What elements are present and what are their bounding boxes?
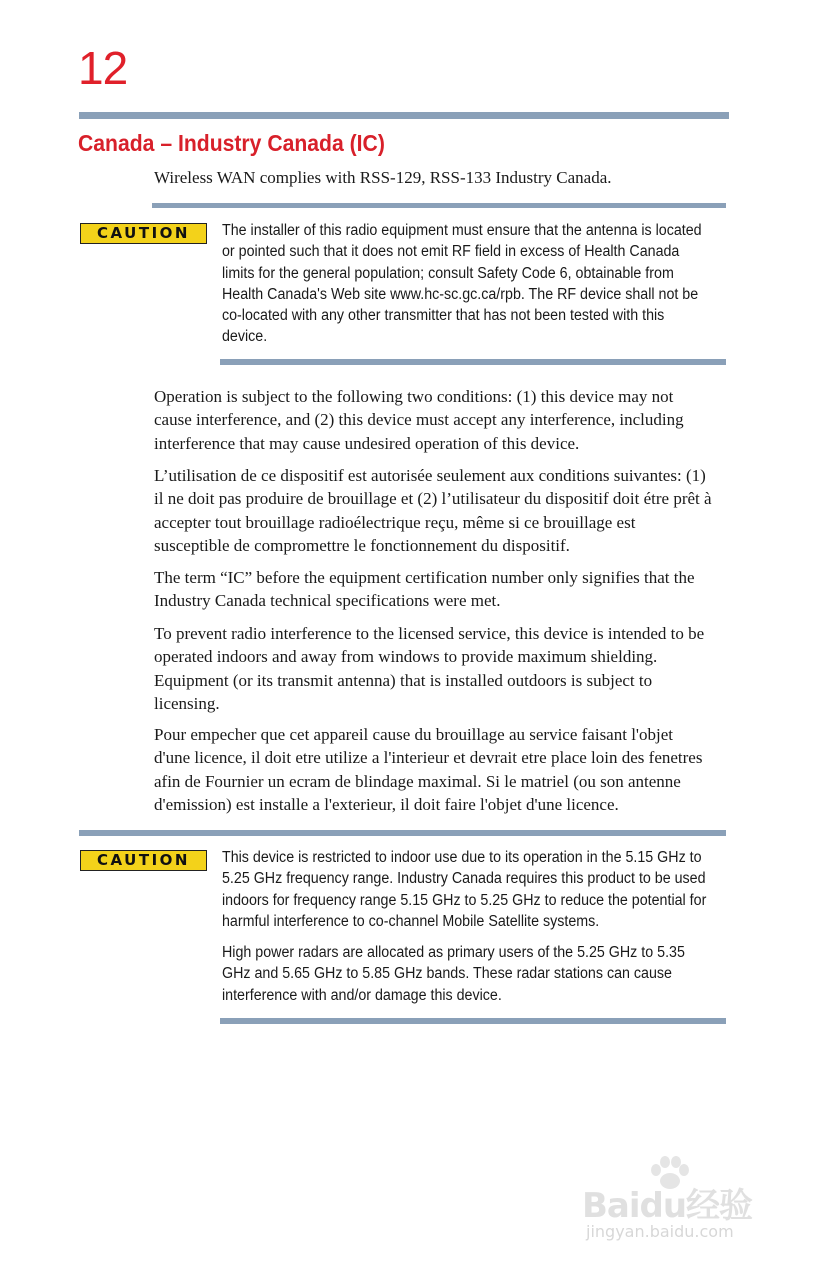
caution-divider-top bbox=[79, 830, 726, 836]
body-line: il ne doit pas produire de brouillage et (2) l’utilisateur du dispositif doit étre prêt à bbox=[154, 489, 712, 509]
body-line: licensing. bbox=[154, 693, 220, 713]
watermark-url: jingyan.baidu.com bbox=[586, 1222, 734, 1241]
baidu-watermark bbox=[582, 1156, 782, 1252]
body-line: afin de Fournier un ecram de blindage maximal. Si le matriel (ou son antenne bbox=[154, 771, 681, 791]
caution-2-line: This device is restricted to indoor use due to its operation in the 5.15 GHz to bbox=[222, 849, 702, 866]
caution-divider-bottom bbox=[220, 1018, 726, 1024]
body-paragraph bbox=[154, 622, 729, 715]
caution-1-line: device. bbox=[222, 328, 268, 346]
caution-2-line: GHz and 5.65 GHz to 5.85 GHz bands. These radar stations can cause bbox=[222, 965, 672, 983]
page-number: 12 bbox=[78, 42, 128, 94]
body-line: interference that may cause undesired operation of this device. bbox=[154, 433, 580, 453]
body-paragraph bbox=[154, 464, 729, 557]
body-line: Operation is subject to the following two conditions: (1) this device may not bbox=[154, 387, 674, 406]
caution-1-line: or pointed such that it does not emit RF field in excess of Health Canada bbox=[222, 243, 680, 261]
body-line: accepter tout brouillage radioélectrique reçu, même si ce brouillage est bbox=[154, 512, 636, 532]
body-line: The term “IC” before the equipment certification number only signifies that the bbox=[154, 568, 695, 587]
body-paragraph bbox=[154, 566, 729, 613]
caution-1-line: The installer of this radio equipment must ensure that the antenna is located bbox=[222, 222, 702, 239]
section-intro: Wireless WAN complies with RSS-129, RSS-133 Industry Canada. bbox=[154, 168, 612, 187]
caution-2-line: High power radars are allocated as primary users of the 5.25 GHz to 5.35 bbox=[222, 944, 685, 961]
caution-1-line: limits for the general population; consult Safety Code 6, obtainable from bbox=[222, 264, 674, 282]
body-line: Equipment (or its transmit antenna) that is installed outdoors is subject to bbox=[154, 670, 653, 690]
body-line: d'une licence, il doit etre utilize a l'interieur et devrait etre place loin des fenetres bbox=[154, 748, 703, 768]
caution-2-line: 5.25 GHz frequency range. Industry Canada requires this product to be used bbox=[222, 870, 706, 888]
caution-badge: CAUTION bbox=[80, 850, 207, 871]
caution-2-line: indoors for frequency range 5.15 GHz to 5.25 GHz to reduce the potential for bbox=[222, 891, 707, 909]
caution-divider-top bbox=[152, 203, 726, 208]
body-line: cause interference, and (2) this device must accept any interference, including bbox=[154, 410, 684, 430]
body-paragraph bbox=[154, 385, 729, 455]
body-line: operated indoors and away from windows to provide maximum shielding. bbox=[154, 647, 658, 667]
section-heading: Canada – Industry Canada (IC) bbox=[78, 130, 385, 156]
body-line: L’utilisation de ce dispositif est autorisée seulement aux conditions suivantes: (1) bbox=[154, 466, 706, 485]
caution-badge: CAUTION bbox=[80, 223, 207, 244]
body-line: Industry Canada technical specifications were met. bbox=[154, 591, 501, 611]
caution-2-line: interference with and/or damage this device. bbox=[222, 986, 502, 1004]
caution-1-text bbox=[222, 220, 727, 348]
caution-1-line: co-located with any other transmitter that has not been tested with this bbox=[222, 307, 665, 325]
caution-1-line: Health Canada's Web site www.hc-sc.gc.ca/rpb. The RF device shall not be bbox=[222, 285, 699, 303]
caution-2-line: harmful interference to co-channel Mobile Satellite systems. bbox=[222, 912, 600, 930]
body-paragraph bbox=[154, 723, 729, 816]
caution-2-text bbox=[222, 847, 727, 932]
caution-divider-bottom bbox=[220, 359, 726, 365]
header-divider bbox=[79, 112, 729, 119]
body-line: Pour empecher que cet appareil cause du brouillage au service faisant l'objet bbox=[154, 725, 673, 744]
body-line: d'emission) est installe a l'exterieur, il doit faire l'objet d'une licence. bbox=[154, 794, 619, 814]
watermark-logo: Baidu经验 bbox=[582, 1186, 753, 1226]
caution-2-text bbox=[222, 942, 727, 1006]
body-line: susceptible de compromettre le fonctionnement du dispositif. bbox=[154, 535, 570, 555]
body-line: To prevent radio interference to the licensed service, this device is intended to be bbox=[154, 624, 705, 643]
